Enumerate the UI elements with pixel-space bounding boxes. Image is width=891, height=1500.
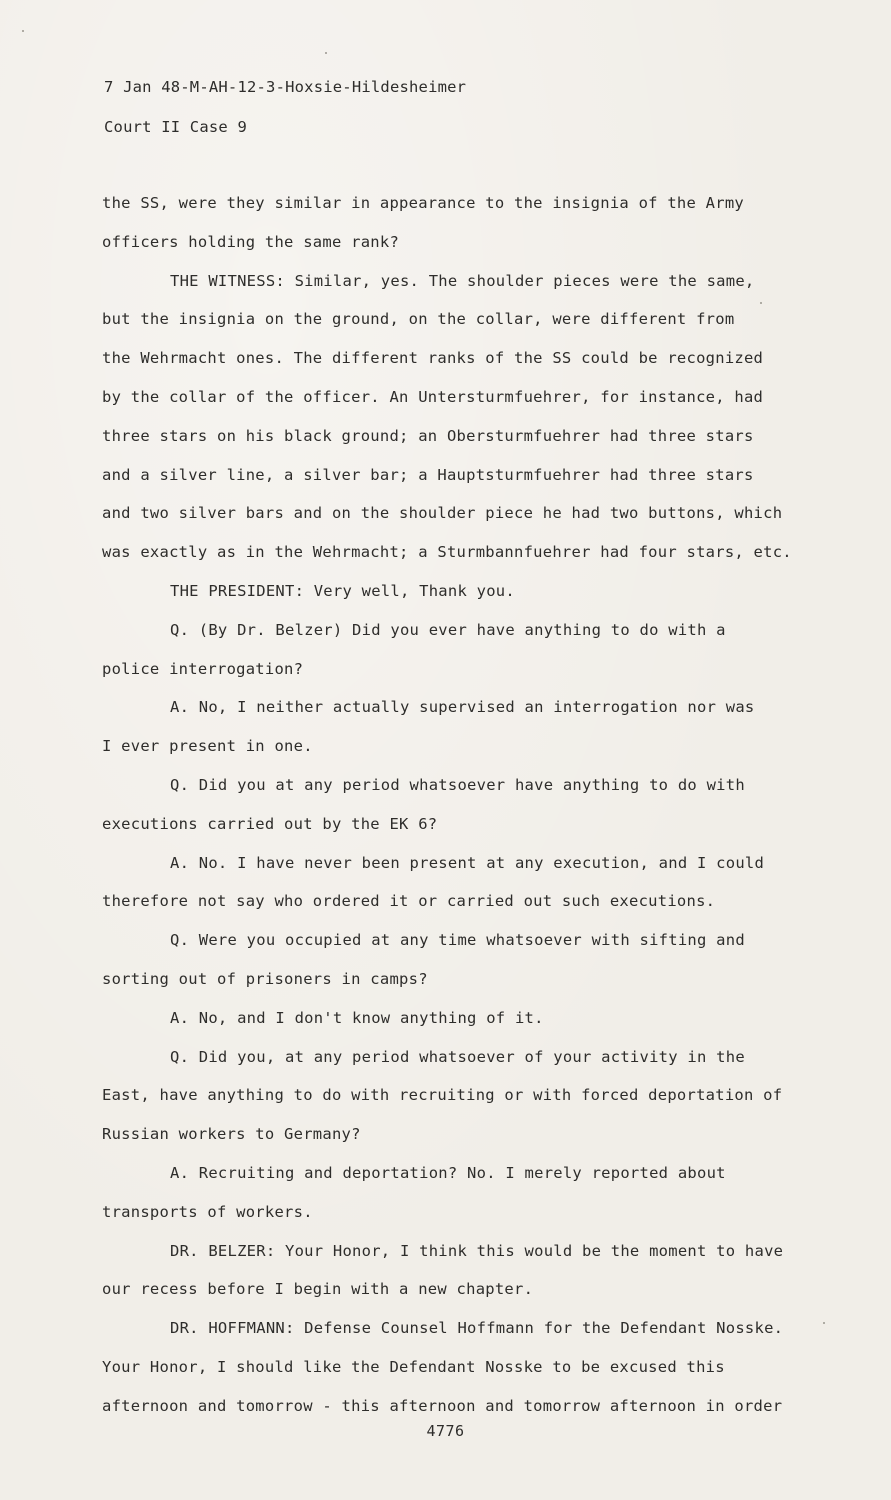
paper-speck	[22, 30, 24, 32]
transcript-line: and two silver bars and on the shoulder piece he had two buttons, which	[102, 504, 783, 523]
transcript-line: I ever present in one.	[102, 737, 313, 756]
paper-speck	[823, 1322, 825, 1324]
transcript-line: executions carried out by the EK 6?	[102, 814, 438, 833]
court-case-label: Court II Case 9	[104, 118, 247, 136]
transcript-line: officers holding the same rank?	[102, 232, 400, 251]
transcript-line: three stars on his black ground; an Obersturmfuehrer had three stars	[102, 426, 754, 445]
counsel-remark: DR. HOFFMANN: Defense Counsel Hoffmann for the Defendant Nosske.	[170, 1319, 784, 1338]
transcript-line: our recess before I begin with a new chapter.	[102, 1280, 534, 1299]
transcript-line: police interrogation?	[102, 659, 304, 678]
document-reference: 7 Jan 48-M-AH-12-3-Hoxsie-Hildesheimer	[104, 78, 467, 96]
transcript-line: sorting out of prisoners in camps?	[102, 969, 428, 988]
transcript-line: transports of workers.	[102, 1202, 313, 1221]
transcript-line: East, have anything to do with recruiting or with forced deportation of	[102, 1086, 783, 1105]
transcript-line: Your Honor, I should like the Defendant Nosske to be excused this	[102, 1357, 725, 1376]
transcript-body	[102, 190, 802, 1432]
question: Q. Did you at any period whatsoever have anything to do with	[170, 775, 745, 794]
witness-answer: THE WITNESS: Similar, yes. The shoulder pieces were the same,	[170, 271, 755, 290]
answer: A. No. I have never been present at any execution, and I could	[170, 853, 765, 872]
paper-speck	[325, 52, 327, 54]
answer: A. No, I neither actually supervised an interrogation nor was	[170, 698, 755, 717]
transcript-line: and a silver line, a silver bar; a Hauptsturmfuehrer had three stars	[102, 465, 754, 484]
transcript-line: was exactly as in the Wehrmacht; a Sturmbannfuehrer had four stars, etc.	[102, 543, 792, 562]
answer: A. Recruiting and deportation? No. I merely reported about	[170, 1163, 726, 1182]
transcript-line: but the insignia on the ground, on the collar, were different from	[102, 310, 735, 329]
transcript-line: afternoon and tomorrow - this afternoon and tomorrow afternoon in order	[102, 1396, 783, 1415]
transcript-line: Russian workers to Germany?	[102, 1125, 361, 1144]
counsel-remark: DR. BELZER: Your Honor, I think this would be the moment to have	[170, 1241, 784, 1260]
president-remark: THE PRESIDENT: Very well, Thank you.	[170, 581, 515, 600]
answer: A. No, and I don't know anything of it.	[170, 1008, 544, 1027]
transcript-line: the Wehrmacht ones. The different ranks of the SS could be recognized	[102, 349, 764, 368]
question: Q. Did you, at any period whatsoever of your activity in the	[170, 1047, 745, 1066]
transcript-line: therefore not say who ordered it or carried out such executions.	[102, 892, 716, 911]
question: Q. (By Dr. Belzer) Did you ever have anything to do with a	[170, 620, 726, 639]
transcript-line: the SS, were they similar in appearance to the insignia of the Army	[102, 194, 744, 212]
page-number: 4776	[426, 1422, 465, 1440]
question: Q. Were you occupied at any time whatsoever with sifting and	[170, 931, 745, 950]
transcript-line: by the collar of the officer. An Untersturmfuehrer, for instance, had	[102, 387, 764, 406]
